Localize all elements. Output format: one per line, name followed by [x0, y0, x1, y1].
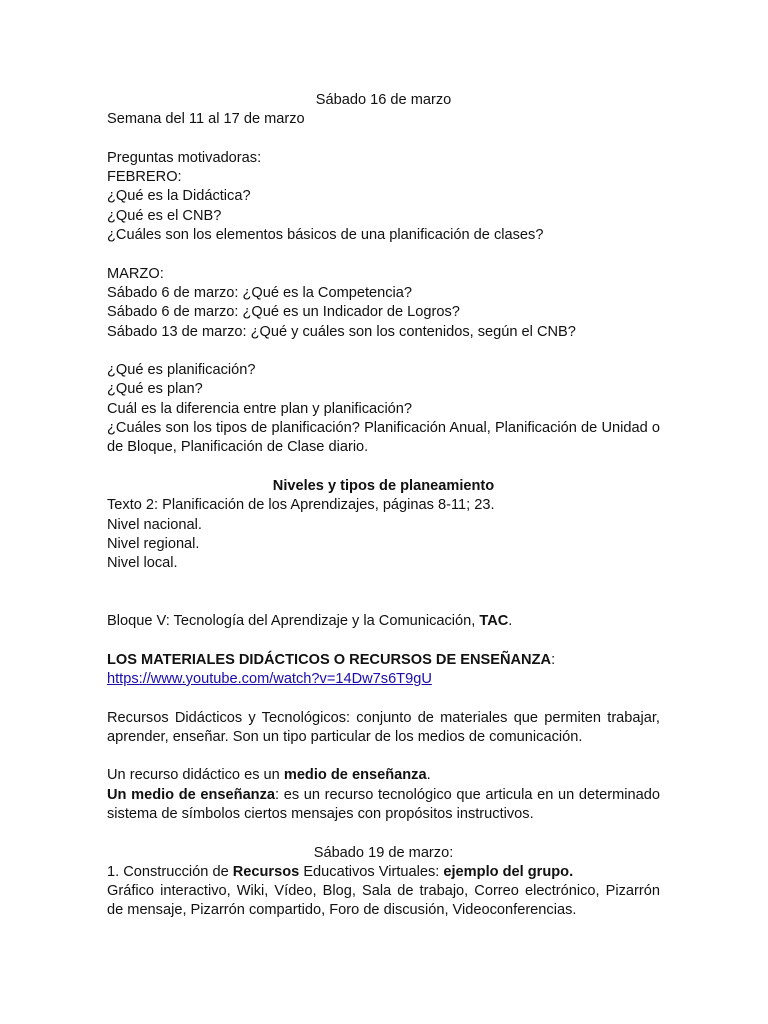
bloque-line	[107, 612, 660, 631]
medio-definition	[107, 786, 660, 825]
construccion-line	[107, 863, 660, 882]
document-body	[107, 91, 660, 921]
bloque-text: Bloque V: Tecnología del Aprendizaje y la Comunicación,	[107, 613, 480, 630]
levels-item: Nivel regional.	[107, 535, 200, 552]
plan-question: Cuál es la diferencia entre plan y planificación?	[107, 400, 413, 417]
materials-heading-text: LOS MATERIALES DIDÁCTICOS O RECURSOS DE ENSEÑANZA	[107, 651, 552, 668]
construccion-mid: Educativos Virtuales:	[299, 863, 444, 880]
march-item: Sábado 6 de marzo: ¿Qué es la Competencia?	[107, 284, 413, 301]
materials-colon: :	[551, 651, 556, 668]
bloque-tac: TAC	[479, 613, 509, 630]
recursos-paragraph: Recursos Didácticos y Tecnológicos: conjunto de materiales que permiten trabajar, aprender, enseñar. Son un tipo particular de los medios de comunicación.	[107, 709, 660, 745]
medio-bold: Un medio de enseñanza	[107, 786, 276, 803]
levels-heading	[107, 477, 660, 496]
feb-question: ¿Qué es el CNB?	[107, 207, 222, 224]
construccion-bold-recursos: Recursos	[232, 863, 300, 880]
levels-item: Nivel nacional.	[107, 516, 202, 533]
date-header: Sábado 16 de marzo	[315, 92, 452, 108]
levels-item: Nivel local.	[107, 555, 178, 572]
construccion-bold-ejemplo: ejemplo del grupo.	[443, 863, 574, 880]
medio-rest: : es un recurso tecnológico que articula en un determinado sistema de símbolos ciertos mensajes con propósitos instructivos.	[107, 786, 660, 822]
tools-list: Gráfico interactivo, Wiki, Vídeo, Blog, Sala de trabajo, Correo electrónico, Pizarrón de mensaje, Pizarrón compartido, Foro de discusión, Videoconferencias.	[107, 883, 660, 919]
recurso-definition	[107, 766, 660, 785]
youtube-link[interactable]: https://www.youtube.com/watch?v=14Dw7s6T9gU	[107, 670, 432, 687]
levels-item: Texto 2: Planificación de los Aprendizajes, páginas 8-11; 23.	[107, 497, 495, 514]
plan-question: ¿Qué es planificación?	[107, 362, 256, 379]
feb-question: ¿Qué es la Didáctica?	[107, 188, 251, 205]
levels-heading-text: Niveles y tipos de planeamiento	[272, 477, 495, 494]
plan-question: ¿Cuáles son los tipos de planificación? Planificación Anual, Planificación de Unidad o de Bloque, Planificación de Clase diario.	[107, 420, 660, 456]
youtube-line	[107, 670, 660, 689]
bloque-period: .	[508, 613, 513, 630]
recurso-def-end: .	[426, 767, 431, 784]
march-item: Sábado 6 de marzo: ¿Qué es un Indicador de Logros?	[107, 304, 460, 321]
plan-question: ¿Qué es plan?	[107, 381, 203, 398]
feb-question: ¿Cuáles son los elementos básicos de una planificación de clases?	[107, 227, 544, 244]
march-item: Sábado 13 de marzo: ¿Qué y cuáles son los contenidos, según el CNB?	[107, 323, 576, 340]
materials-heading	[107, 651, 660, 670]
recurso-def-bold: medio de enseñanza	[283, 767, 427, 784]
march-label: MARZO:	[107, 265, 164, 282]
february-label: FEBRERO:	[107, 169, 182, 186]
week-line: Semana del 11 al 17 de marzo	[107, 111, 305, 128]
recurso-def-start: Un recurso didáctico es un	[107, 767, 284, 784]
construccion-start: 1. Construcción de	[107, 863, 233, 880]
date-header-2: Sábado 19 de marzo:	[313, 844, 454, 861]
motivating-label: Preguntas motivadoras:	[107, 149, 262, 166]
